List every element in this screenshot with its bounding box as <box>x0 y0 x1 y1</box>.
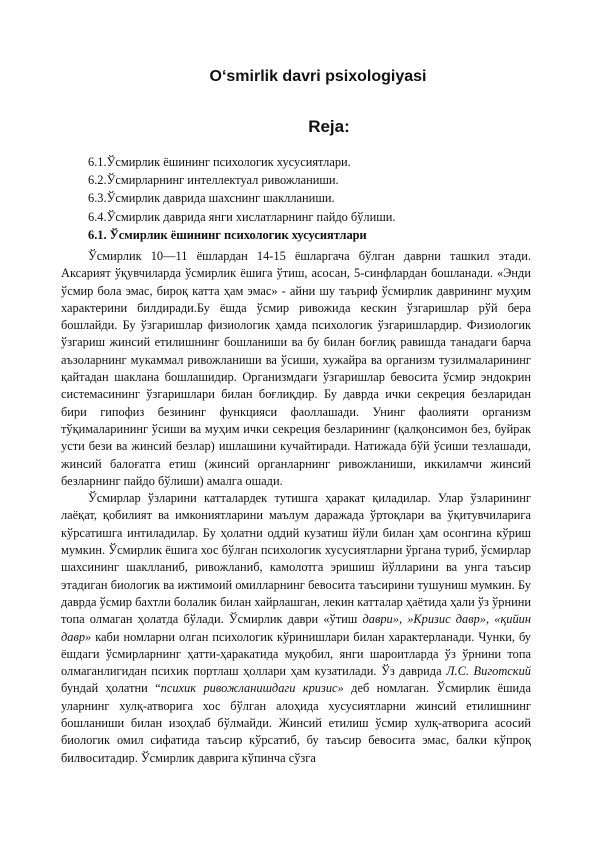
document-title: O‘smirlik davri psixologiyasi <box>209 68 427 85</box>
italic-phrase: даври», »Кризис давр», «қийин давр» <box>61 612 532 644</box>
paragraph-text: бундай ҳолатни “ <box>61 681 161 696</box>
plan-item: 6.1.Ўсмирлик ёшининг психологик хусусиятлари. <box>88 155 351 169</box>
paragraph-text: деб номлаган. Ўсмирлик ёшида уларнинг хулқ-атворига хос бўлган алоҳида хусусиятларни жинсий етилишнинг бошланиши билан изоҳлаб бўлмайди. Жинсий етилиш ўсмир хулқ-атворига асосий биологик омил сифатида таъсир кўрсатиб, бу таъсир бевосита эмас, балки кўпроқ билвоситадир. Ўсмирлик даврига кўпинча сўзга <box>61 681 531 765</box>
paragraph: Ўсмирлик 10—11 ёшлардан 14-15 ёшларгача бўлган даврни ташкил этади. Аксарият ўқувчиларда ўсмирлик ёшига ўтиш, асосан, 5-синфлардан бошланади. «Энди ўсмир бола эмас, бироқ катта ҳам эмас» - айни шу таъриф ўсмирлик даврининг муҳим характерини билдиради.Бу ёшда ўсмир ривожида кескин ўзгаришлар рўй бера бошлайди. Бу ўзгаришлар физиологик ҳамда психологик ўзгаришлардир. Физиологик ўзгариш жинсий етилишнинг бошланиши ва бу билан боғлиқ равишда танадаги барча аъзоларнинг мукаммал ривожланиши ва ўсиши, хужайра ва организм тузилмаларининг қайтадан шаклана бошлашидир. Организмдаги ўзгаришлар бевосита ўсмир эндокрин системасининг ўзгаришлари билан боғлиқдир. Бу даврда ички секреция безларидан бири гипофиз безининг функцияси фаоллашади. Унинг фаолияти организм тўқималарининг ўсиши ва муҳим ички секреция безларининг (қалқонсимон без, буйрак усти бези ва жинсий безлар) ишлашини кучайтиради. Натижада бўй ўсиши тезлашади, жинсий балоғатга етиш (жинсий органларнинг ривожланиши, иккиламчи жинсий безларнинг пайдо бўлиши) амалга ошади. <box>61 249 531 488</box>
plan-item: 6.4.Ўсмирлик даврида янги хислатларнинг пайдо бўлиши. <box>88 209 396 224</box>
plan-list <box>88 153 508 226</box>
plan-item: 6.2.Ўсмирларнинг интеллектуал ривожланиши. <box>88 173 339 188</box>
paragraph-text: каби номларни олган психологик кўринишлари билан характерланади. Чунки, бу ёшдаги ўсмирларнинг ҳатти-ҳаракатида муқобил, янги шароитларда ўз ўрнини топа олмаганлигидан психик портлаш ҳоллари ҳам кузатилади. Ўз даврида <box>61 629 531 679</box>
plan-item: 6.3.Ўсмирлик даврида шахснинг шаклланиши. <box>88 191 335 206</box>
italic-phrase: психик ривожланишдаги кризис» <box>160 681 344 696</box>
plan-heading: Reja: <box>308 117 350 136</box>
paragraph-text: Ўсмирлар ўзларини катталардек тутишга ҳаракат қиладилар. Улар ўзларининг лаёқат, қобилият ва имкониятларини маълум даражада ўртоқлари ва ўқитувчиларига кўрсатишга интиладилар. Бу ҳолатни оддий кузатиш йўли билан ҳам осонгина кўриш мумкин. Ўсмирлик ёшига хос бўлган психологик хусусиятларни ўргана туриб, ўсмирлар шахсининг шаклланиб, ривожланиб, камолотга эришиш йўлларини ва унга таъсир этадиган биологик ва ижтимоий омилларнинг бевосита таъсирини тушуниш мумкин. Бу даврда ўсмир бахтли болалик билан хайрлашган, лекин катталар ҳаётида ҳали ўз ўрнини топа олмаган ҳолатда бўлади. Ўсмирлик даври «ўтиш <box>61 491 531 627</box>
section-heading: 6.1. Ўсмирлик ёшининг психологик хусусиятлари <box>88 228 367 242</box>
body-text <box>61 248 531 767</box>
paragraph <box>61 490 531 767</box>
author-name: Л.С. Виготский <box>446 664 531 679</box>
